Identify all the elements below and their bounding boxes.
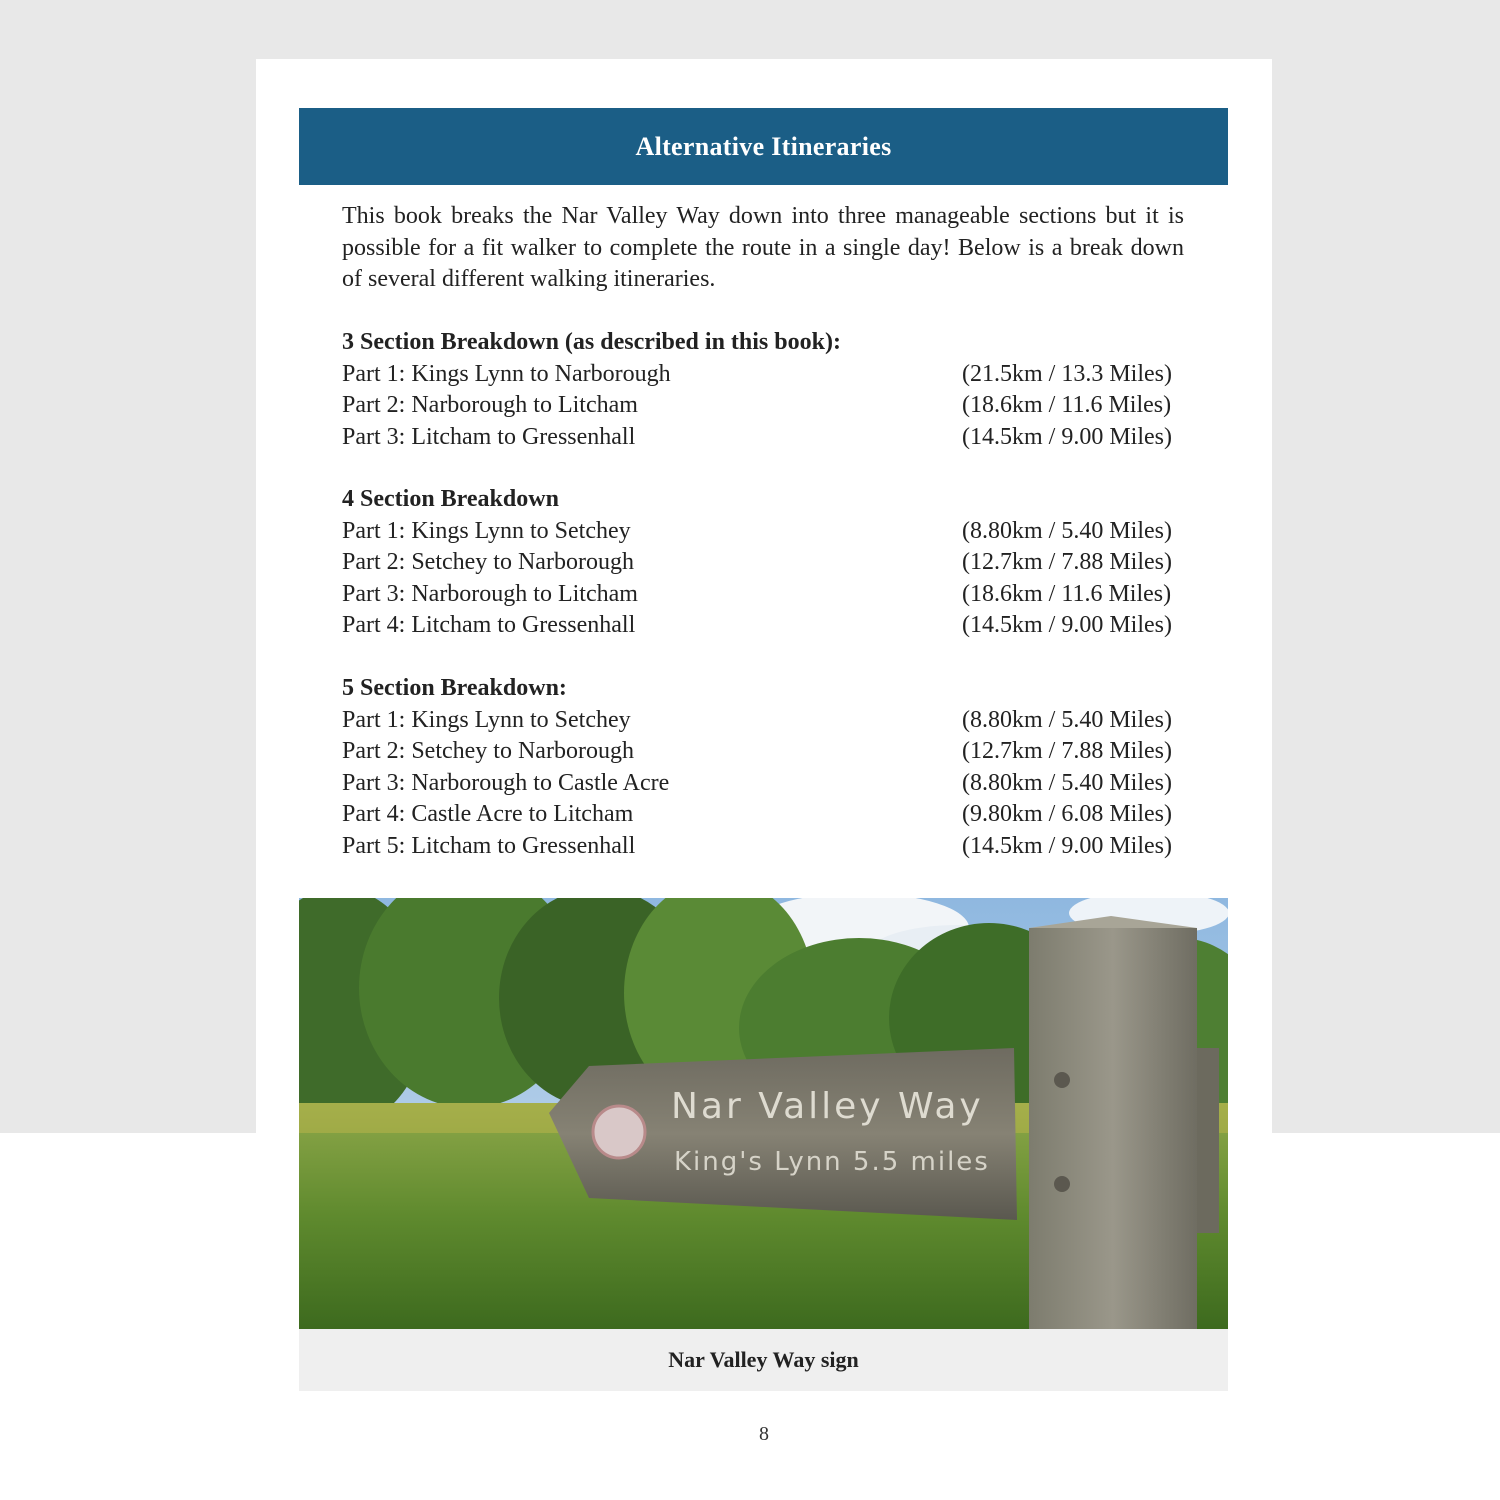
- itinerary-row: [342, 831, 1184, 863]
- leg-label: Part 4: Litcham to Gressenhall: [342, 612, 636, 638]
- signpost-photo: [299, 898, 1228, 1329]
- book-page: [256, 59, 1272, 1500]
- leg-label: Part 1: Kings Lynn to Setchey: [342, 706, 631, 733]
- leg-label: Part 5: Litcham to Gressenhall: [342, 832, 636, 859]
- sign-carving-line1: Nar Valley Way: [671, 1086, 984, 1127]
- bolt: [1054, 1176, 1070, 1192]
- itinerary-row: [342, 610, 1184, 642]
- leg-distance: (18.6km / 11.6 Miles): [962, 392, 1172, 418]
- bolt: [1054, 1072, 1070, 1088]
- post-back-arm: [1197, 1048, 1219, 1233]
- signpost-illustration: [299, 898, 1228, 1329]
- itinerary-row: [342, 359, 1184, 391]
- section-header: [299, 108, 1228, 185]
- section-title: 4 Section Breakdown: [342, 486, 559, 512]
- leg-label: Part 3: Narborough to Castle Acre: [342, 769, 670, 796]
- leg-distance: (8.80km / 5.40 Miles): [962, 769, 1172, 796]
- leg-distance: (18.6km / 11.6 Miles): [962, 580, 1172, 607]
- page-title: Alternative Itineraries: [635, 131, 892, 161]
- itinerary-row: [342, 422, 1184, 454]
- leg-distance: (12.7km / 7.88 Miles): [962, 549, 1172, 575]
- leg-distance: (12.7km / 7.88 Miles): [962, 738, 1172, 764]
- leg-label: Part 1: Kings Lynn to Setchey: [342, 517, 631, 544]
- leg-distance: (21.5km / 13.3 Miles): [962, 360, 1172, 387]
- itinerary-section-3: [342, 327, 1184, 453]
- leg-distance: (14.5km / 9.00 Miles): [962, 612, 1172, 638]
- photo-caption: Nar Valley Way sign: [668, 1347, 859, 1372]
- sign-carving-line2: King's Lynn 5.5 miles: [674, 1147, 990, 1177]
- sign-post: [1029, 928, 1197, 1329]
- itinerary-row: [342, 736, 1184, 768]
- section-title: 5 Section Breakdown:: [342, 675, 567, 701]
- section-title: 3 Section Breakdown (as described in this book):: [342, 329, 841, 355]
- itinerary-row: [342, 579, 1184, 611]
- leg-distance: (14.5km / 9.00 Miles): [962, 832, 1172, 859]
- itinerary-row: [342, 768, 1184, 800]
- leg-label: Part 2: Setchey to Narborough: [342, 738, 634, 764]
- leg-label: Part 3: Narborough to Litcham: [342, 580, 638, 607]
- leg-distance: (8.80km / 5.40 Miles): [962, 517, 1172, 544]
- itinerary-section-5: [342, 673, 1184, 862]
- itinerary-row: [342, 547, 1184, 579]
- leg-label: Part 2: Narborough to Litcham: [342, 392, 638, 418]
- photo-caption-bar: [299, 1329, 1228, 1391]
- itinerary-row: [342, 705, 1184, 737]
- waymark-disc: [593, 1106, 645, 1158]
- itinerary-section-4: [342, 484, 1184, 642]
- itinerary-row: [342, 799, 1184, 831]
- page-number: 8: [759, 1423, 769, 1445]
- leg-distance: (8.80km / 5.40 Miles): [962, 706, 1172, 733]
- itinerary-row: [342, 390, 1184, 422]
- leg-distance: (9.80km / 6.08 Miles): [962, 801, 1172, 827]
- leg-label: Part 4: Castle Acre to Litcham: [342, 801, 634, 827]
- itinerary-row: [342, 516, 1184, 548]
- leg-label: Part 3: Litcham to Gressenhall: [342, 423, 636, 450]
- leg-label: Part 1: Kings Lynn to Narborough: [342, 360, 671, 387]
- leg-distance: (14.5km / 9.00 Miles): [962, 423, 1172, 450]
- leg-label: Part 2: Setchey to Narborough: [342, 549, 634, 575]
- intro-paragraph: This book breaks the Nar Valley Way down into three manageable sections but it is possible for a fit walker to complete the route in a single day! Below is a break down of several different walking itineraries.: [342, 203, 1184, 292]
